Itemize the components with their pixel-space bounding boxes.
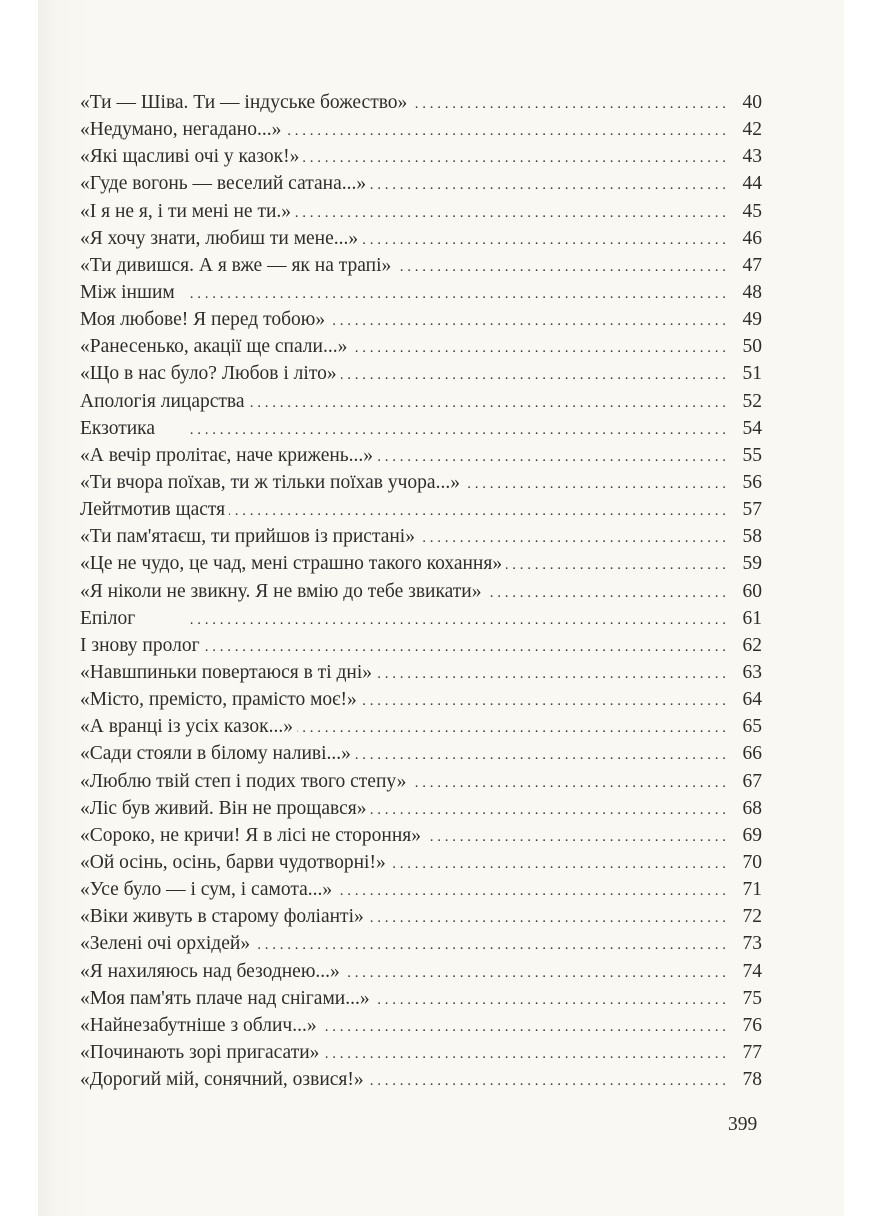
toc-entry-title: «Ти — Шіва. Ти — індуське божество» — [80, 92, 408, 113]
toc-entry-page: 44 — [742, 173, 762, 195]
toc-entry-title: «Віки живуть в старому фоліанті» — [80, 906, 364, 928]
dot-leader — [374, 987, 726, 1014]
toc-entry — [80, 225, 762, 252]
toc-entry-title: Моя любове! Я перед тобою» — [80, 309, 326, 331]
toc-entry-page: 48 — [742, 281, 762, 303]
toc-entry — [80, 849, 762, 876]
toc-entry — [80, 958, 762, 985]
toc-entry — [80, 496, 762, 523]
toc-entry-title: «Сади стояли в білому наливі...» — [80, 743, 351, 765]
dot-leader — [344, 960, 726, 987]
toc-entry-title: «Люблю твій степ і подих твого степу» — [80, 770, 407, 792]
dot-leader — [204, 634, 726, 661]
toc-entry-page: 62 — [742, 634, 762, 656]
dot-leader — [159, 417, 726, 444]
toc-entry-title: «Які щасливі очі у казок!» — [80, 146, 300, 168]
toc-entry — [80, 116, 762, 143]
dot-leader — [362, 227, 726, 254]
toc-entry-page: 47 — [742, 254, 762, 276]
dot-leader — [295, 200, 726, 227]
dot-leader — [336, 878, 726, 905]
toc-entry-title: «Це не чудо, це чад, мені страшно такого кохання» — [80, 553, 503, 575]
toc-entry — [80, 388, 762, 415]
toc-entry-page: 64 — [742, 689, 762, 711]
toc-entry-page: 42 — [742, 119, 762, 141]
toc-entry — [80, 632, 762, 659]
toc-entry-page: 51 — [742, 363, 762, 385]
toc-entry-page: 52 — [742, 390, 762, 412]
toc-entry-title: «Ти дивишся. А я вже — як на трапі» — [80, 254, 392, 276]
dot-leader — [341, 362, 726, 389]
toc-entry-page: 66 — [742, 743, 762, 765]
toc-entry — [80, 985, 762, 1012]
toc-entry-page: 73 — [742, 933, 762, 955]
toc-entry-title: «Сороко, не кричи! Я в лісі не стороння» — [80, 824, 422, 846]
toc-entry-title: Екзотика — [80, 417, 156, 439]
dot-leader — [179, 281, 726, 308]
toc-entry-title: «Я ніколи не звикну. Я не вмію до тебе звикати» — [80, 580, 482, 602]
toc-entry — [80, 1039, 762, 1066]
dot-leader — [370, 172, 726, 199]
dot-leader — [254, 932, 726, 959]
dot-leader — [368, 905, 726, 932]
dot-leader — [249, 390, 726, 417]
toc-entry-page: 49 — [742, 309, 762, 331]
toc-entry-title: «Усе було — і сум, і самота...» — [80, 879, 333, 901]
toc-entry-page: 57 — [742, 499, 762, 521]
toc-entry-page: 46 — [742, 227, 762, 249]
toc-entry — [80, 279, 762, 306]
page-number: 399 — [728, 1114, 758, 1135]
toc-entry — [80, 686, 762, 713]
toc-entry-page: 43 — [742, 146, 762, 168]
toc-entry — [80, 903, 762, 930]
dot-leader — [321, 1014, 726, 1041]
dot-leader — [486, 580, 727, 607]
toc-entry-page: 65 — [742, 716, 762, 738]
toc-entry — [80, 1066, 762, 1093]
toc-entry — [80, 333, 762, 360]
toc-entry-page: 40 — [742, 92, 762, 113]
toc-entry — [80, 523, 762, 550]
toc-entry — [80, 768, 762, 795]
toc-entry — [80, 822, 762, 849]
toc-entry-page: 56 — [742, 471, 762, 493]
toc-entry-title: Між іншим — [80, 281, 175, 303]
toc-entry-page: 74 — [742, 960, 762, 982]
toc-entry-page: 78 — [742, 1069, 762, 1091]
toc-entry-title: Епілог — [80, 607, 136, 629]
toc-entry-page: 76 — [742, 1014, 762, 1036]
toc-entry-page: 67 — [742, 770, 762, 792]
dot-leader — [419, 525, 726, 552]
toc-entry — [80, 198, 762, 225]
toc-entry-title: «Ліс був живий. Він не прощався» — [80, 797, 367, 819]
toc-entry — [80, 89, 762, 116]
toc-entry — [80, 713, 762, 740]
dot-leader — [323, 1041, 726, 1068]
toc-entry — [80, 605, 762, 632]
toc-entry — [80, 442, 762, 469]
toc-entry-title: «Ти пам'ятаєш, ти прийшов із пристані» — [80, 526, 415, 548]
toc-entry-title: «Місто, премісто, прамісто моє!» — [80, 689, 357, 711]
toc-entry — [80, 876, 762, 903]
toc-entry-page: 60 — [742, 580, 762, 602]
toc-entry-title: «Навшпиньки повертаюся в ті дні» — [80, 661, 373, 683]
toc-entry — [80, 740, 762, 767]
toc-entry-title: «Що в нас було? Любов і літо» — [80, 363, 337, 385]
dot-leader — [229, 498, 726, 525]
dot-leader — [355, 742, 726, 769]
toc-entry-page: 70 — [742, 851, 762, 873]
toc-entry-title: «Найнезабутніше з облич...» — [80, 1014, 317, 1036]
toc-entry — [80, 578, 762, 605]
toc-entry-title: «Я нахиляюсь над безоднею...» — [80, 960, 340, 982]
toc-entry — [80, 469, 762, 496]
toc-entry — [80, 659, 762, 686]
toc-entry-title: І знову пролог — [80, 634, 200, 656]
toc-entry-page: 55 — [742, 444, 762, 466]
toc-entry-page: 68 — [742, 797, 762, 819]
toc-entry — [80, 170, 762, 197]
toc-entry-title: «Зелені очі орхідей» — [80, 933, 251, 955]
dot-leader — [285, 118, 726, 145]
dot-leader — [390, 851, 726, 878]
dot-leader — [297, 715, 726, 742]
dot-leader — [411, 91, 726, 118]
dot-leader — [425, 824, 726, 851]
dot-leader — [377, 444, 726, 471]
toc-entry — [80, 1012, 762, 1039]
toc-entry-page: 54 — [742, 417, 762, 439]
toc-entry-title: «Починають зорі пригасати» — [80, 1041, 320, 1063]
toc-entry-title: «А вранці із усіх казок...» — [80, 716, 293, 738]
toc-entry-page: 71 — [742, 879, 762, 901]
toc-entry — [80, 306, 762, 333]
toc-entry-title: Лейтмотив щастя — [80, 499, 226, 521]
toc-entry-page: 72 — [742, 906, 762, 928]
toc-entry-page: 59 — [742, 553, 762, 575]
toc-entry — [80, 795, 762, 822]
dot-leader — [139, 607, 726, 634]
toc-entry-title: «Ой осінь, осінь, барви чудотворні!» — [80, 851, 386, 873]
toc-entry-title: «Дорогий мій, сонячний, озвися!» — [80, 1069, 364, 1091]
dot-leader — [303, 145, 726, 172]
toc-entry-page: 63 — [742, 661, 762, 683]
dot-leader — [464, 471, 726, 498]
toc-entry-page: 58 — [742, 526, 762, 548]
toc-entry — [80, 360, 762, 387]
toc-entry-title: Апологія лицарства — [80, 390, 245, 412]
dot-leader — [410, 770, 726, 797]
toc-entry-page: 69 — [742, 824, 762, 846]
toc-entry — [80, 930, 762, 957]
toc-entry — [80, 415, 762, 442]
toc-entry-title: «Моя пам'ять плаче над снігами...» — [80, 987, 370, 1009]
dot-leader — [506, 552, 726, 579]
toc-entry-title: «А вечір пролітає, наче крижень...» — [80, 444, 374, 466]
toc-entry-page: 50 — [742, 336, 762, 358]
dot-leader — [361, 688, 726, 715]
toc-entry-page: 45 — [742, 200, 762, 222]
toc-entry-title: «Недумано, негадано...» — [80, 119, 282, 141]
toc-entry-page: 75 — [742, 987, 762, 1009]
toc-entry — [80, 550, 762, 577]
table-of-contents — [80, 89, 762, 1093]
toc-entry — [80, 252, 762, 279]
dot-leader — [351, 335, 726, 362]
toc-entry-page: 77 — [742, 1041, 762, 1063]
dot-leader — [368, 1068, 726, 1095]
toc-entry-title: «Ти вчора поїхав, ти ж тільки поїхав учора...» — [80, 471, 460, 493]
toc-entry-title: «Ранесенько, акації ще спали...» — [80, 336, 348, 358]
toc-entry-title: «Гуде вогонь — веселий сатана...» — [80, 173, 367, 195]
dot-leader — [395, 254, 726, 281]
toc-entry — [80, 143, 762, 170]
dot-leader — [370, 797, 726, 824]
dot-leader — [329, 308, 726, 335]
toc-entry-title: «І я не я, і ти мені не ти.» — [80, 200, 292, 222]
toc-entry-title: «Я хочу знати, любиш ти мене...» — [80, 227, 359, 249]
toc-entry-page: 61 — [742, 607, 762, 629]
dot-leader — [376, 661, 726, 688]
